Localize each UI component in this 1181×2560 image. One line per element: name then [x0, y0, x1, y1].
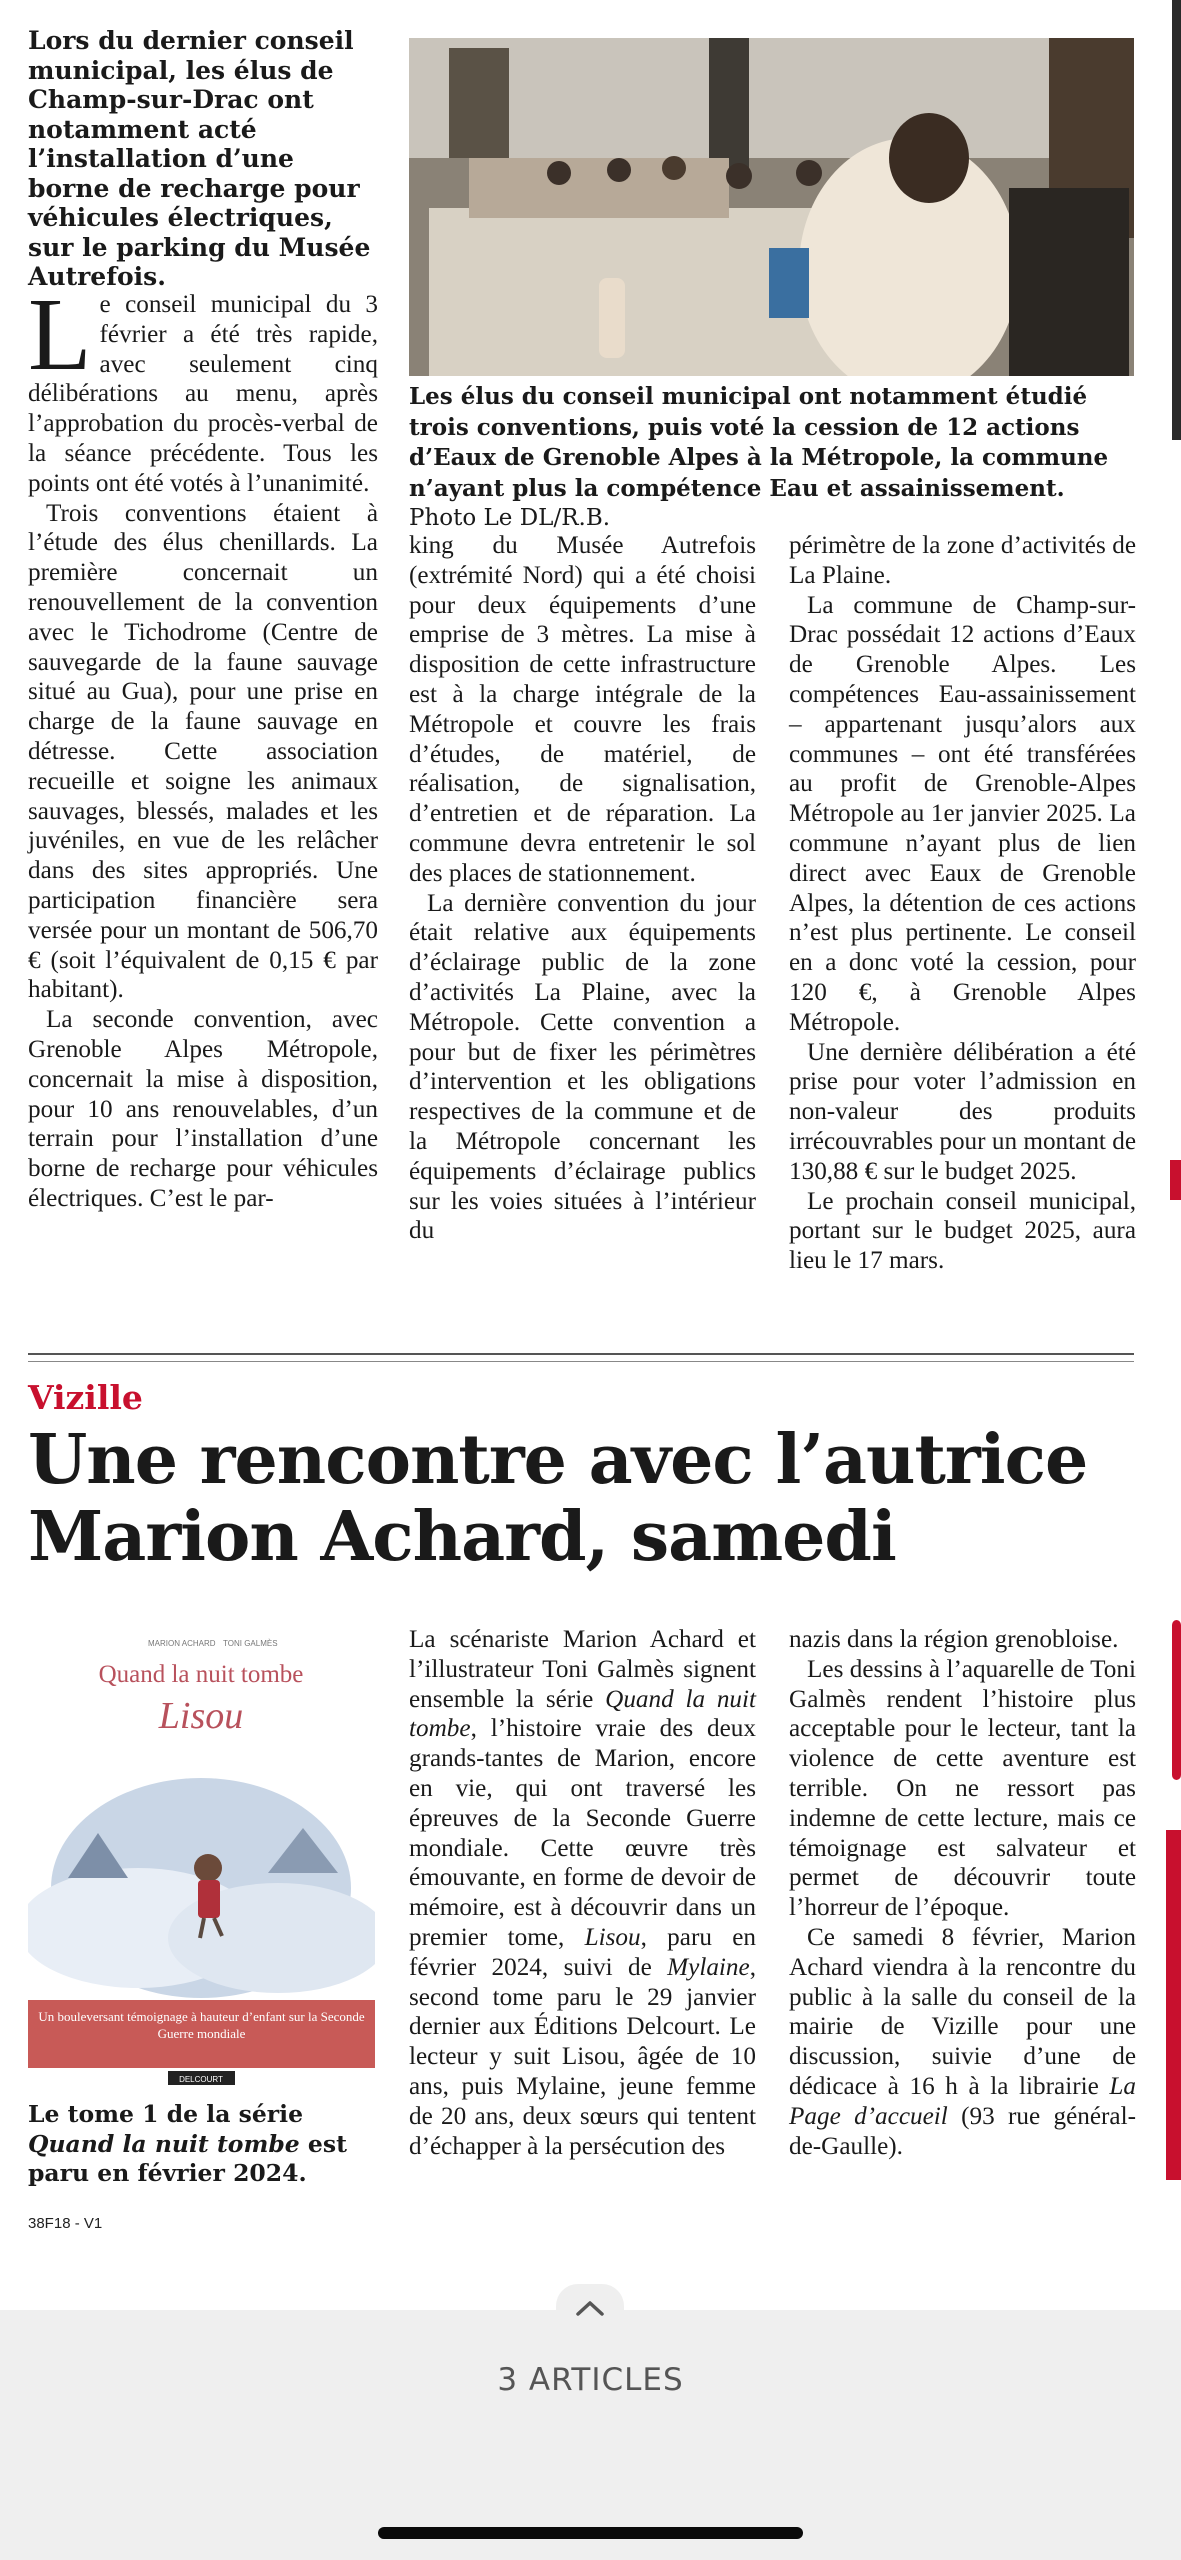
article-headline: Une rencontre avec l’autrice Marion Achard, samedi [28, 1420, 1088, 1577]
articles-count-label[interactable]: 3 ARTICLES [497, 2362, 684, 2398]
article1-paragraph [28, 277, 378, 499]
article1-paragraph: périmètre de la zone d’activités de La Plaine. [789, 532, 1136, 589]
book-cover-caption [28, 2100, 378, 2189]
article2-text: , second tome paru le 29 janvier dernier aux Éditions Delcourt. Le lecteur y suit Lisou, âgée de 10 ans, puis Mylaine, jeune femme de 20 ans, deux sœurs qui tentent d’échapper à la persécution des [409, 1953, 756, 2160]
article-lead: Lors du dernier conseil municipal, les élus de Champ-sur-Drac ont notamment acté l’installation d’une borne de recharge pour véhicules électriques, sur le parking du Musée Autrefois. [28, 26, 371, 291]
article1-paragraph: La commune de Champ-sur-Drac possédait 12 actions d’Eaux de Grenoble Alpes. Les compétences Eau-assainissement – appartenant jusqu’alors aux communes – ont été transférées au profit de Grenoble-Alpes Métropole au 1er janvier 2025. La commune n’ayant plus de lien direct avec Eaux de Grenoble Alpes, la détention de ces actions n’est plus pertinente. Le conseil en a donc voté la cession, pour 120 €, à Grenoble Alpes Métropole. [789, 591, 1136, 1036]
article2-column-2 [409, 1625, 756, 2161]
expand-handle[interactable] [556, 2284, 624, 2328]
section-kicker: Vizille [28, 1378, 143, 1417]
bottom-bar[interactable] [0, 2310, 1181, 2560]
article2-series-title: Quand la nuit tombe [409, 1685, 757, 1743]
cover-publisher: DELCOURT [179, 2075, 223, 2084]
article1-column-1 [28, 277, 378, 1214]
home-indicator[interactable] [378, 2527, 803, 2539]
article2-paragraph: nazis dans la région grenobloise. [789, 1626, 1119, 1653]
article2-text: , l’histoire vraie des deux grands-tantes de Marion, encore en vie, qui ont traversé les épreuves de la Seconde Guerre mondiale. Cette œuvre très émouvante, en forme de devoir de mémoire, est à découvrir dans un premier tome, [409, 1715, 756, 1951]
article1-paragraph: Trois conventions étaient à l’étude des élus chenillards. La première concernait un renouvellement de la convention avec le Tichodrome (Centre de sauvegarde de la faune sauvage situé au Gua), pour une prise en charge de la faune sauvage en détresse. Cette association recueille et soigne les animaux sauvages, blessés, malades et les juvéniles, en vue de les relâcher dans des sites appropriés. Une participation financière sera versée pour un montant de 506,70 € (soit l’équivalent de 0,15 € par habitant). [28, 499, 378, 1004]
chevron-up-icon [556, 2284, 624, 2328]
cover-title: Lisou [158, 1695, 244, 1737]
book-cover [28, 1628, 375, 2094]
article2-paragraph: Les dessins à l’aquarelle de Toni Galmès rendent l’histoire plus acceptable pour le lecteur, tant la violence de cette aventure est terrible. On ne ressort pas indemne de cette lecture, mais ce témoignage est salvateur et permet de découvrir toute l’horreur de l’époque. [789, 1655, 1136, 1922]
article2-book-title: Mylaine [667, 1953, 750, 1981]
cover-caption-text: Le tome 1 de la série [28, 2100, 304, 2128]
article1-paragraph: king du Musée Autrefois (extrémité Nord) qui a été choisi pour deux équipements d’une emprise de 3 mètres. La mise à disposition de cette infrastructure est à la charge intégrale de la Métropole et couvre les frais d’études, de matériel, de réalisation, de signalisation, d’entretien et de réparation. La commune devra entretenir le sol des places de stationnement. [409, 532, 756, 887]
article2-paragraph [789, 1923, 1136, 2161]
council-photo [409, 38, 1134, 376]
cover-caption-text: est paru en février 2024. [28, 2129, 347, 2187]
next-page-preview [1162, 0, 1181, 2310]
article1-paragraph: Une dernière délibération a été prise pour voter l’admission en non-valeur des produits irrécouvrables pour un montant de 130,88 € sur le budget 2025. [789, 1038, 1136, 1185]
article1-paragraph: La dernière convention du jour était relative aux équipements d’éclairage public de la zone d’activités La Plaine, avec la Métropole. Cette convention a pour but de fixer les périmètres d’intervention et les obligations respectives de la commune et de la Métropole concernant les équipements d’éclairage publics sur les voies situées à l’intérieur du [409, 889, 756, 1245]
bookstore-name: La Page d’accueil [789, 2072, 1136, 2130]
article1-column-2 [409, 531, 756, 1246]
section-divider [28, 1361, 1134, 1362]
photo-caption [409, 382, 1134, 534]
article2-book-title: Lisou [584, 1923, 641, 1951]
page-folio: 38F18 - V1 [28, 2215, 103, 2232]
article2-text: , paru en février 2024, suivi de [409, 1923, 756, 1981]
cover-author-left: MARION ACHARD [148, 1639, 216, 1648]
cover-blurb: Un bouleversant témoignage à hauteur d’enfant sur la Seconde Guerre mondiale [38, 2009, 365, 2041]
photo-credit: Photo Le DL/R.B. [409, 505, 611, 531]
article2-text: La scénariste Marion Achard et l’illustrateur Toni Galmès signent ensemble la série [409, 1626, 756, 1713]
section-divider [28, 1353, 1134, 1355]
next-page-edge [1162, 0, 1181, 2310]
cover-caption-series: Quand la nuit tombe [28, 2129, 300, 2158]
council-photo-image [409, 38, 1134, 376]
cover-series: Quand la nuit tombe [98, 1661, 304, 1688]
photo-caption-text: Les élus du conseil municipal ont notamment étudié trois conventions, puis voté la cession de 12 actions d’Eaux de Grenoble Alpes à la Métropole, la commune n’ayant plus la compétence Eau et assainissement. [409, 383, 1109, 502]
book-cover-image [28, 1628, 375, 2094]
article2-paragraph [409, 1625, 756, 2161]
article1-paragraph: La seconde convention, avec Grenoble Alpes Métropole, concernait la mise à disposition, pour 10 ans renouvelables, d’un terrain pour l’installation d’une borne de recharge pour véhicules électriques. C’est le par- [28, 1006, 378, 1212]
article1-column-3 [789, 531, 1136, 1276]
article2-column-3 [789, 1625, 1136, 2161]
article1-text: e conseil municipal du 3 février a été très rapide, avec seulement cinq délibérations au menu, après l’approbation du procès-verbal de la séance précédente. Tous les points ont été votés à l’unanimité. [28, 291, 378, 497]
article2-text: (93 rue général-de-Gaulle). [789, 2102, 1136, 2160]
article1-paragraph: Le prochain conseil municipal, portant sur le budget 2025, aura lieu le 17 mars. [789, 1187, 1136, 1275]
article2-text: Ce samedi 8 février, Marion Achard viendra à la rencontre du public à la salle du conseil de la mairie de Vizille pour une discussion, suivie d’une de dédicace à 16 h à la librairie [789, 1923, 1136, 2100]
drop-cap: L [28, 277, 92, 392]
cover-author-right: TONI GALMÈS [223, 1639, 278, 1648]
